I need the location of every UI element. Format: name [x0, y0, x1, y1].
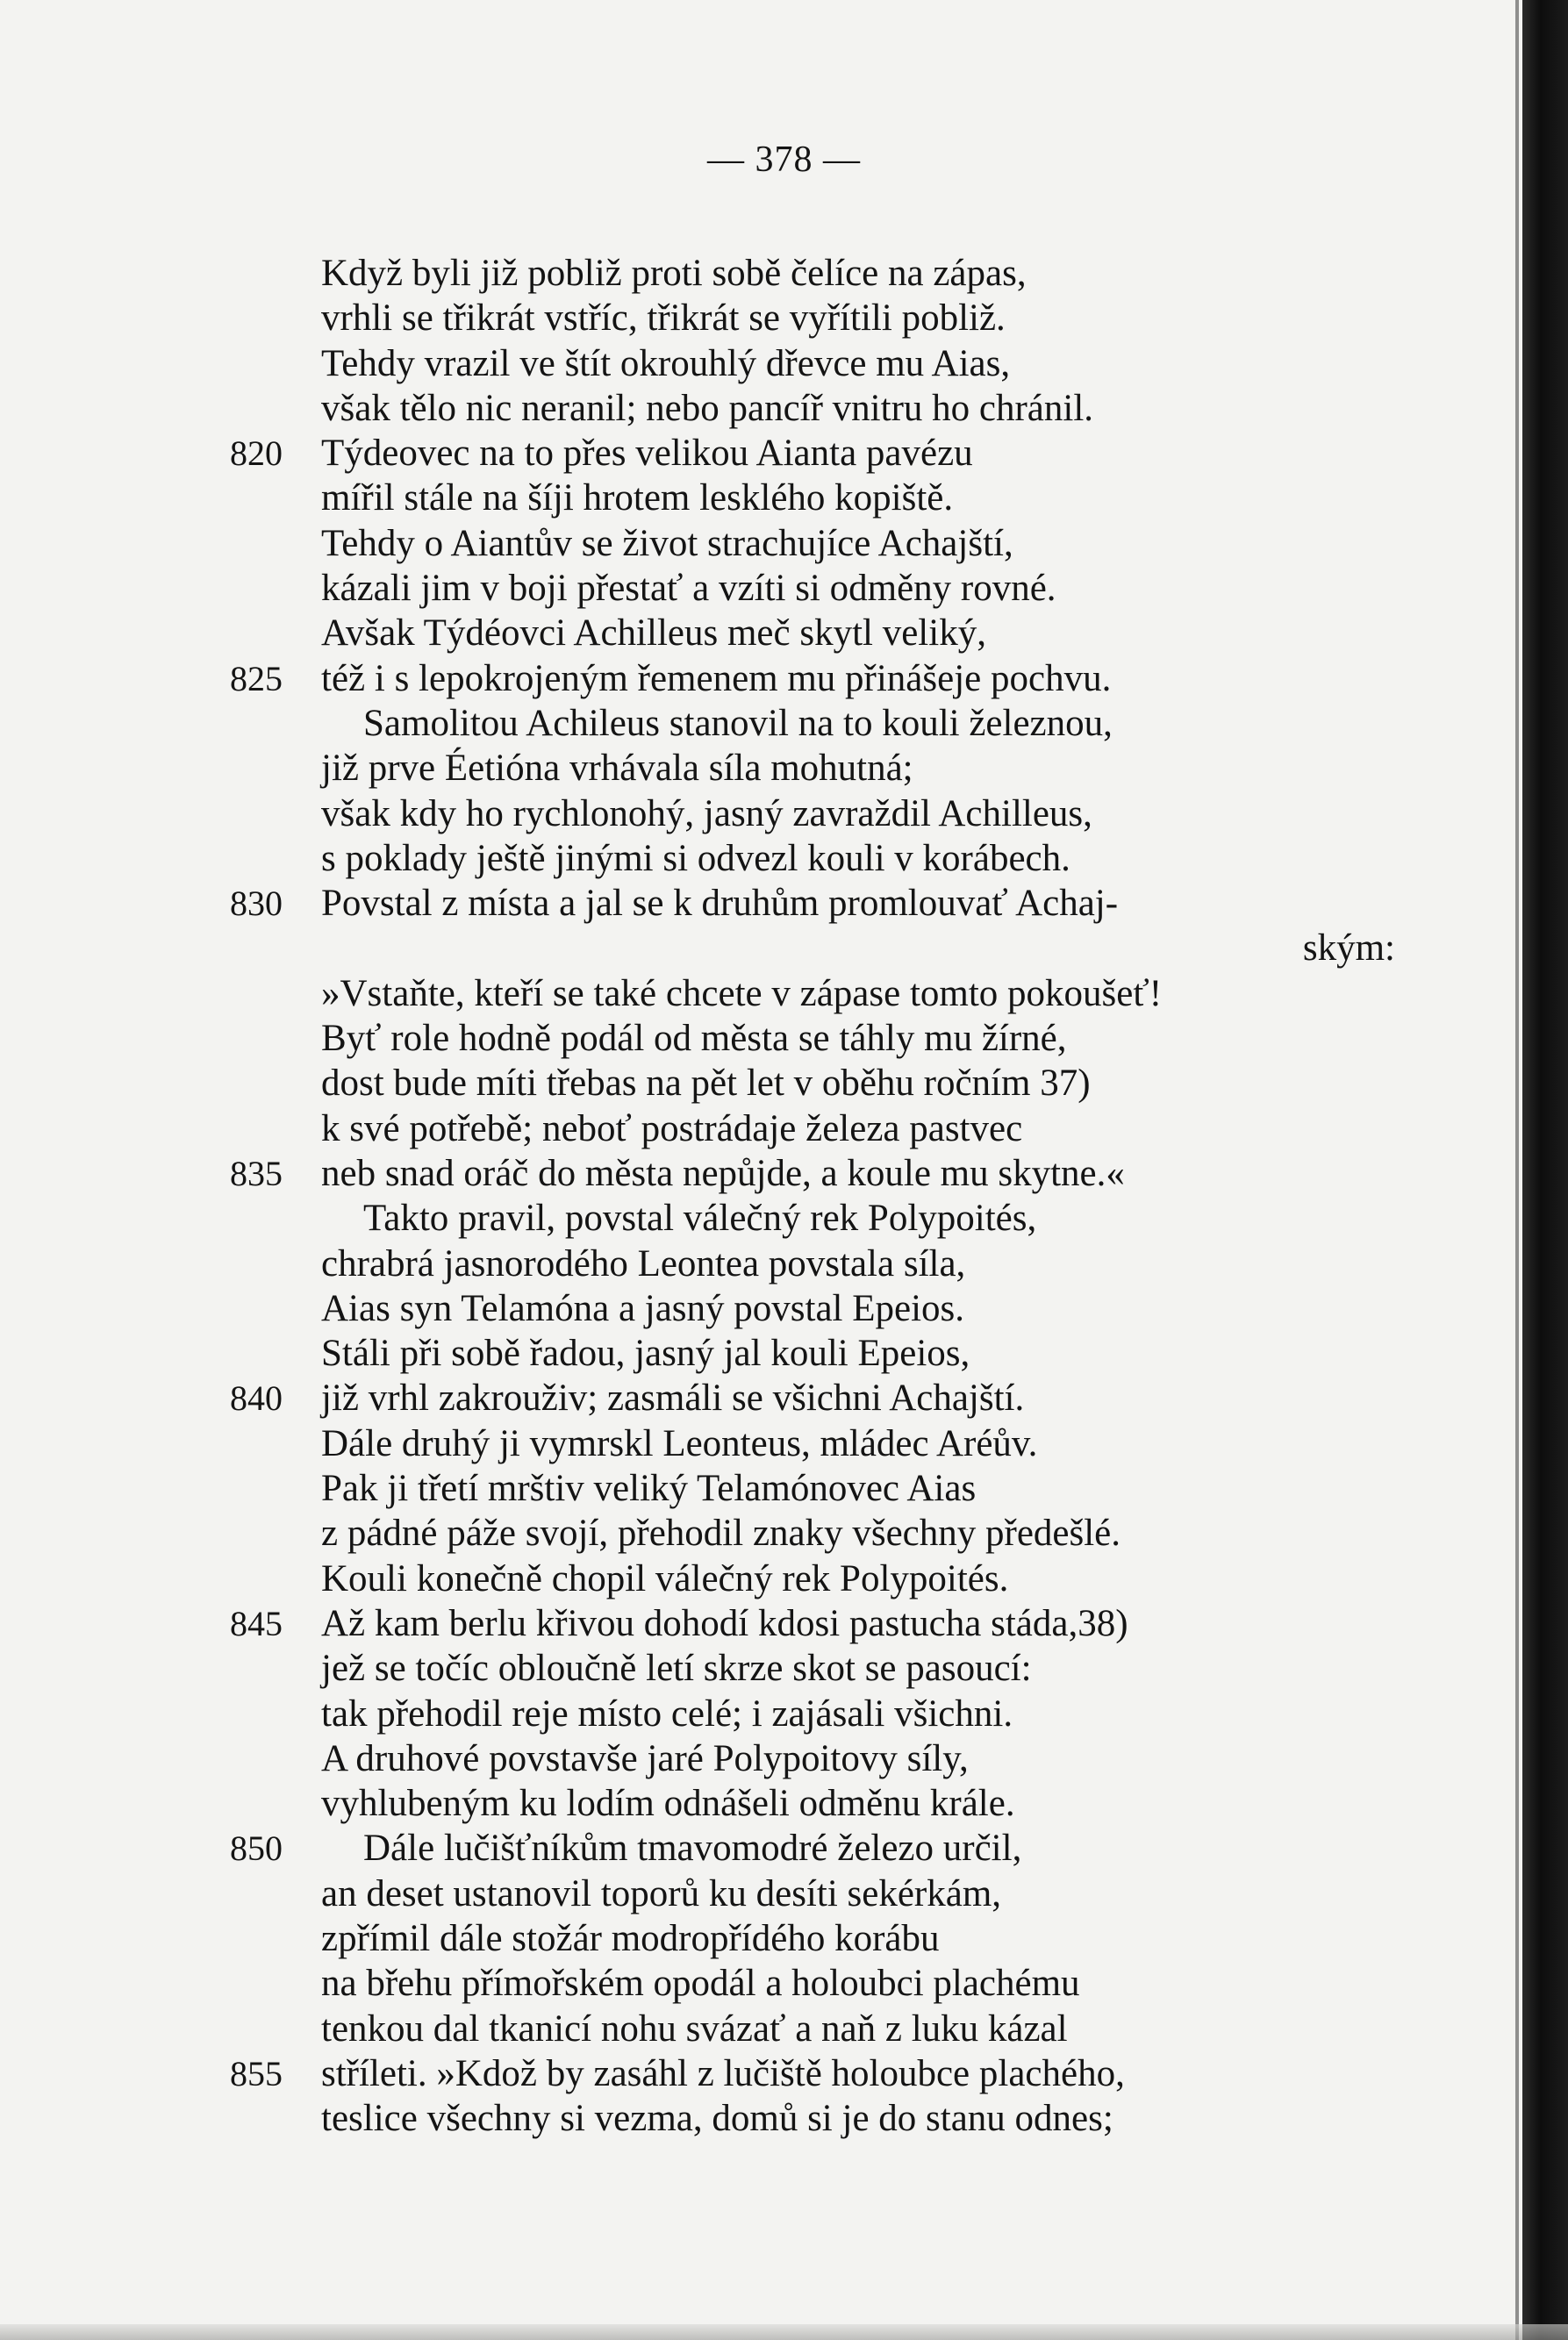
verse-line — [0, 1826, 1509, 1871]
verse-line — [0, 1151, 1509, 1196]
verse-line — [0, 1511, 1509, 1556]
verse-line — [0, 296, 1509, 340]
verse-line-text: Dále lučišťníkům tmavomodré železo určil, — [363, 1828, 1022, 1870]
verse-line-text: k své potřebě; neboť postrádaje železa pastvec — [321, 1107, 1023, 1149]
verse-line — [0, 2007, 1509, 2051]
verse-line — [0, 1781, 1509, 1826]
page-number: — 378 — — [707, 140, 861, 180]
verse-line-text: též i s lepokrojeným řemenem mu přinášeje pochvu. — [321, 657, 1112, 699]
verse-line — [0, 431, 1509, 476]
verse-line-text: Tehdy o Aiantův se život strachujíce Achajští, — [321, 522, 1013, 564]
verse-line — [0, 476, 1509, 520]
verse-line-text: již vrhl zakrouživ; zasmáli se všichni Achajští. — [321, 1378, 1025, 1420]
verse-line-text: teslice všechny si vezma, domů si je do stanu odnes; — [321, 2098, 1113, 2140]
verse-line — [0, 746, 1509, 791]
verse-line-text: však tělo nic neranil; nebo pancíř vnitru ho chránil. — [321, 387, 1094, 429]
verse-line-text: Aias syn Telamóna a jasný povstal Epeios. — [321, 1287, 965, 1329]
verse-line-text: s poklady ještě jinými si odvezl kouli v korábech. — [321, 837, 1070, 879]
line-number: 830 — [230, 884, 283, 924]
verse-line — [0, 1106, 1509, 1151]
verse-line — [0, 1692, 1509, 1736]
page-dark-edge — [1522, 0, 1568, 2340]
verse-line-text: stříleti. »Kdož by zasáhl z lučiště holoubce plachého, — [321, 2052, 1125, 2094]
verse-line — [0, 1376, 1509, 1420]
verse-line-text: zpřímil dále stožár modropřídého korábu — [321, 1917, 940, 1959]
verse-line — [0, 1421, 1509, 1466]
verse-line-text: ským: — [1302, 927, 1395, 970]
verse-line-text: Samolitou Achileus stanovil na to kouli železnou, — [363, 702, 1113, 744]
verse-line-text: an deset ustanovil toporů ku desíti sekérkám, — [321, 1872, 1002, 1914]
verse-line-text: dost bude míti třebas na pět let v oběhu ročním 37) — [321, 1063, 1091, 1105]
verse-line — [0, 1736, 1509, 1781]
verse-line-text: Stáli při sobě řadou, jasný jal kouli Epeios, — [321, 1333, 970, 1375]
verse-line — [0, 2051, 1509, 2096]
verse-line-text: Povstal z místa a jal se k druhům promlouvať Achaj- — [321, 883, 1119, 925]
verse-line-text: Byť role hodně podál od města se táhly mu žírné, — [321, 1018, 1067, 1060]
page-fold-shadow — [1515, 0, 1519, 2340]
verse-line — [0, 656, 1509, 701]
verse-line-text: Takto pravil, povstal válečný rek Polypoités, — [363, 1198, 1037, 1240]
verse-line — [0, 1601, 1509, 1646]
verse-line-text: tak přehodil reje místo celé; i zajásali všichni. — [321, 1692, 1013, 1735]
line-number: 850 — [230, 1828, 283, 1869]
verse-line — [0, 881, 1509, 926]
verse-line — [0, 701, 1509, 746]
verse-line-text: kázali jim v boji přestať a vzíti si odměny rovné. — [321, 568, 1056, 610]
verse-line — [0, 1961, 1509, 2006]
verse-line — [0, 926, 1509, 970]
verse-line-text: již prve Éetióna vrhávala síla mohutná; — [321, 748, 913, 790]
verse-line — [0, 341, 1509, 386]
verse-line-text: Avšak Týdéovci Achilleus meč skytl veliký, — [321, 612, 986, 655]
verse-line — [0, 2096, 1509, 2141]
verse-line-text: Dále druhý ji vymrskl Leonteus, mládec Aréův. — [321, 1422, 1038, 1464]
page-bottom-edge — [0, 2324, 1568, 2340]
line-number: 840 — [230, 1378, 283, 1419]
verse-line — [0, 971, 1509, 1016]
line-number: 825 — [230, 658, 283, 698]
verse-line-text: na břehu přímořském opodál a holoubci plachému — [321, 1963, 1080, 2005]
verse-line-text: »Vstaňte, kteří se také chcete v zápase tomto pokoušeť! — [321, 972, 1163, 1014]
verse-line-text: Tehdy vrazil ve štít okrouhlý dřevce mu Aias, — [321, 342, 1011, 384]
line-number: 820 — [230, 433, 283, 474]
verse-line-text: však kdy ho rychlonohý, jasný zavraždil Achilleus, — [321, 792, 1092, 834]
verse-line-text: Pak ji třetí mrštiv veliký Telamónovec Aias — [321, 1468, 977, 1510]
verse-line — [0, 1466, 1509, 1511]
verse-line — [0, 1916, 1509, 1961]
verse-line — [0, 836, 1509, 881]
verse-line — [0, 791, 1509, 836]
verse-line-text: z pádné páže svojí, přehodil znaky všechny předešlé. — [321, 1513, 1121, 1555]
verse-line — [0, 1242, 1509, 1286]
verse-line — [0, 521, 1509, 566]
verse-text — [0, 251, 1509, 2141]
verse-line — [0, 566, 1509, 611]
verse-line-text: tenkou dal tkanicí nohu svázať a naň z luku kázal — [321, 2007, 1068, 2050]
verse-line — [0, 1556, 1509, 1601]
verse-line — [0, 1286, 1509, 1331]
verse-line-text: neb snad oráč do města nepůjde, a koule mu skytne.« — [321, 1152, 1125, 1194]
verse-line — [0, 1196, 1509, 1241]
verse-line-text: vrhli se třikrát vstříc, třikrát se vyřítili pobliž. — [321, 297, 1006, 340]
verse-line-text: vyhlubeným ku lodím odnášeli odměnu krále. — [321, 1783, 1015, 1825]
verse-line — [0, 1646, 1509, 1691]
verse-line-text: mířil stále na šíji hrotem lesklého kopiště. — [321, 477, 954, 519]
verse-line-text: A druhové povstavše jaré Polypoitovy síly, — [321, 1737, 969, 1779]
verse-line-text: chrabrá jasnorodého Leontea povstala síla, — [321, 1242, 966, 1284]
verse-line — [0, 1871, 1509, 1916]
verse-line — [0, 386, 1509, 431]
verse-line — [0, 1331, 1509, 1376]
verse-line — [0, 251, 1509, 296]
verse-line-text: Když byli již pobliž proti sobě čelíce na zápas, — [321, 253, 1027, 294]
verse-line-text: Kouli konečně chopil válečný rek Polypoités. — [321, 1557, 1009, 1599]
line-number: 855 — [230, 2053, 283, 2093]
verse-line — [0, 1016, 1509, 1061]
verse-line-text: Týdeovec na to přes velikou Aianta pavézu — [321, 433, 973, 475]
verse-line-text: Až kam berlu křivou dohodí kdosi pastucha stáda,38) — [321, 1602, 1128, 1644]
line-number: 845 — [230, 1603, 283, 1643]
verse-line-text: jež se točíc obloučně letí skrze skot se pasoucí: — [321, 1648, 1032, 1690]
line-number: 835 — [230, 1153, 283, 1193]
verse-line — [0, 1061, 1509, 1106]
verse-line — [0, 611, 1509, 655]
